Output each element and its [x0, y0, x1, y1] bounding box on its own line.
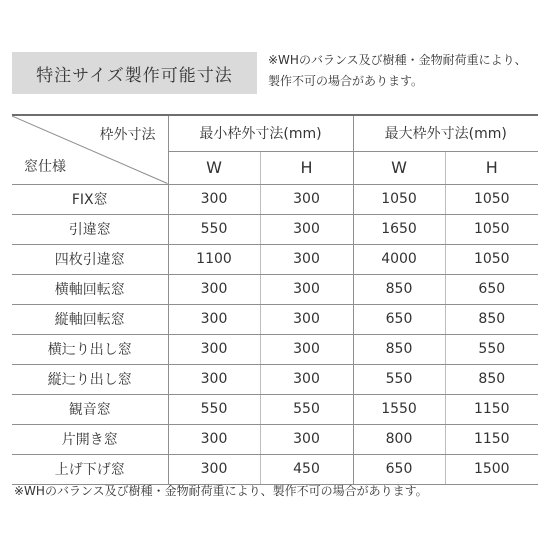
- cell-max-h: 650: [445, 274, 538, 304]
- cell-max-w: 4000: [353, 244, 445, 274]
- cell-min-h: 300: [260, 304, 353, 334]
- cell-min-h: 300: [260, 424, 353, 454]
- cell-min-w: 300: [168, 454, 260, 484]
- cell-max-w: 650: [353, 304, 445, 334]
- cell-max-h: 1050: [445, 214, 538, 244]
- cell-min-h: 550: [260, 394, 353, 424]
- subheader-max-w: W: [353, 151, 445, 184]
- cell-max-w: 1050: [353, 184, 445, 214]
- row-window-type: 片開き窓: [12, 424, 168, 454]
- top-note-line-2: 製作不可の場合があります。: [268, 74, 424, 88]
- header-min-size: 最小枠外寸法(mm): [168, 115, 353, 151]
- cell-max-h: 1500: [445, 454, 538, 484]
- corner-label-window-type: 窓仕様: [24, 158, 66, 175]
- cell-max-w: 650: [353, 454, 445, 484]
- header-max-size: 最大枠外寸法(mm): [353, 115, 538, 151]
- cell-max-h: 550: [445, 334, 538, 364]
- table-row: [12, 244, 538, 274]
- row-window-type: 観音窓: [12, 394, 168, 424]
- page-title: 特注サイズ製作可能寸法: [12, 52, 257, 94]
- bottom-note: ※WHのバランス及び樹種・金物耐荷重により、製作不可の場合があります。: [14, 484, 428, 498]
- corner-label-frame-size: 枠外寸法: [99, 127, 156, 143]
- cell-max-w: 800: [353, 424, 445, 454]
- table-row: [12, 214, 538, 244]
- cell-max-h: 1050: [445, 184, 538, 214]
- cell-max-h: 1050: [445, 244, 538, 274]
- cell-max-w: 1550: [353, 394, 445, 424]
- cell-min-h: 300: [260, 184, 353, 214]
- row-window-type: 縦軸回転窓: [12, 304, 168, 334]
- cell-max-w: 850: [353, 274, 445, 304]
- table-row: [12, 184, 538, 214]
- cell-max-h: 850: [445, 364, 538, 394]
- cell-min-h: 300: [260, 334, 353, 364]
- cell-min-w: 300: [168, 274, 260, 304]
- row-window-type: FIX窓: [12, 184, 168, 214]
- cell-min-w: 300: [168, 334, 260, 364]
- table-row: [12, 334, 538, 364]
- row-window-type: 引違窓: [12, 214, 168, 244]
- row-window-type: 横辷り出し窓: [12, 334, 168, 364]
- cell-min-w: 300: [168, 184, 260, 214]
- table-header-row: [12, 115, 538, 151]
- table-row: [12, 454, 538, 484]
- table-row: [12, 424, 538, 454]
- table-row: [12, 364, 538, 394]
- subheader-max-h: H: [445, 151, 538, 184]
- cell-max-w: 1650: [353, 214, 445, 244]
- row-window-type: 縦辷り出し窓: [12, 364, 168, 394]
- cell-max-w: 850: [353, 334, 445, 364]
- cell-min-w: 550: [168, 394, 260, 424]
- top-note: [268, 50, 543, 92]
- size-table: [12, 114, 538, 485]
- cell-min-h: 450: [260, 454, 353, 484]
- row-window-type: 上げ下げ窓: [12, 454, 168, 484]
- cell-max-h: 1150: [445, 424, 538, 454]
- row-window-type: 四枚引違窓: [12, 244, 168, 274]
- cell-min-h: 300: [260, 244, 353, 274]
- cell-min-h: 300: [260, 214, 353, 244]
- table-row: [12, 274, 538, 304]
- cell-min-w: 300: [168, 364, 260, 394]
- row-window-type: 横軸回転窓: [12, 274, 168, 304]
- cell-max-w: 550: [353, 364, 445, 394]
- subheader-min-w: W: [168, 151, 260, 184]
- cell-min-w: 550: [168, 214, 260, 244]
- table-row: [12, 304, 538, 334]
- cell-min-w: 1100: [168, 244, 260, 274]
- cell-max-h: 1150: [445, 394, 538, 424]
- cell-min-w: 300: [168, 424, 260, 454]
- cell-max-h: 850: [445, 304, 538, 334]
- cell-min-h: 300: [260, 364, 353, 394]
- table-row: [12, 394, 538, 424]
- top-note-line-1: ※WHのバランス及び樹種・金物耐荷重により、: [268, 53, 527, 67]
- table-corner-cell: [12, 115, 168, 184]
- cell-min-h: 300: [260, 274, 353, 304]
- cell-min-w: 300: [168, 304, 260, 334]
- subheader-min-h: H: [260, 151, 353, 184]
